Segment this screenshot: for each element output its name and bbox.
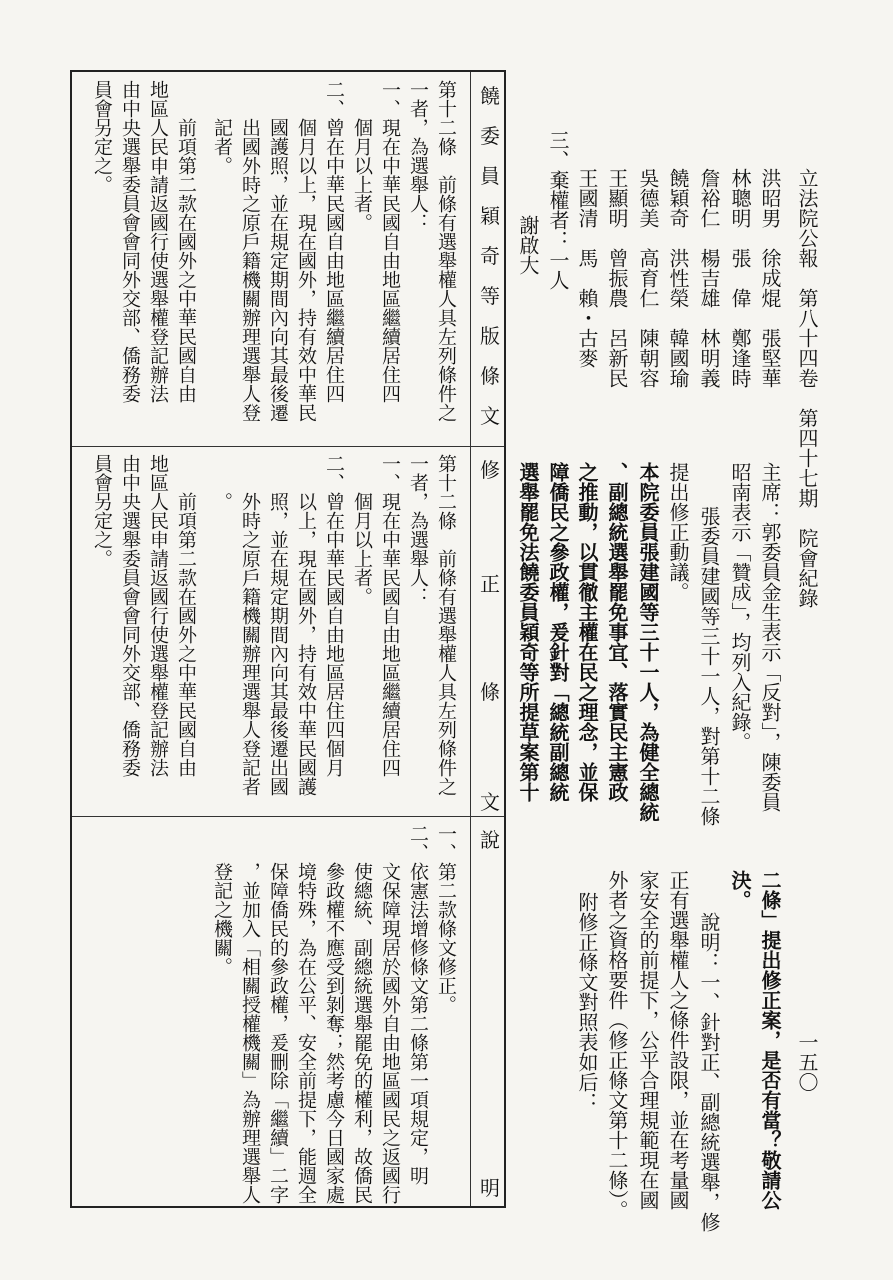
explanation-line: 文保障現居於國外自由地區國民之返國行 (379, 862, 401, 1204)
motion-line-1: 張委員建國等三十一人，對第十二條 (697, 506, 721, 826)
original-article-line: 一、現在中華民國自由地區繼續居住四 (379, 80, 401, 403)
proposal-line-7: 決。 (728, 870, 752, 910)
chair-remark-line-1: 主席：郭委員金生表示「反對」，陳委員 (758, 462, 782, 812)
proposal-line-5: 選舉罷免法饒委員穎奇等所提草案第十 (516, 462, 540, 802)
original-article-line: 前項第二款在國外之中華民國自由 (175, 118, 197, 403)
header-char: 明 (480, 1176, 500, 1200)
page-number: 一五〇 (795, 1032, 819, 1092)
amended-article-line: 以上，現在國外，持有效中華民國護 (295, 492, 317, 796)
header-char: 饒 (480, 84, 500, 108)
original-article-line: 員會另定之。 (91, 80, 113, 194)
amended-article-line: 外時之原戶籍機關辦理選舉人登記者 (239, 492, 261, 796)
explanation-line-1: 說明：一、針對正、副總統選舉，修 (697, 912, 721, 1232)
header-char: 正 (480, 572, 500, 596)
header-char: 員 (480, 164, 500, 188)
amended-article-line: 地區人民申請返國行使選舉權登記辦法 (147, 454, 169, 777)
header-char: 條 (480, 680, 500, 704)
explanation-line-4: 外者之資格要件（修正條文第十二條）。 (605, 870, 629, 1220)
row-divider-1 (72, 446, 504, 447)
motion-line-2: 提出修正動議。 (666, 462, 690, 602)
amended-article-line: 由中央選舉委員會會同外交部、僑務委 (119, 454, 141, 777)
explanation-line-2: 正有選舉權人之條件設限，並在考量國 (666, 870, 690, 1210)
header-column-divider (470, 72, 471, 1206)
comparison-table (70, 70, 506, 1208)
header-char: 等 (480, 284, 500, 308)
names-column-4: 饒穎奇 洪性榮 韓國瑜 (666, 168, 690, 388)
abstain-name: 謝啟大 (516, 215, 540, 275)
header-char: 說 (480, 828, 500, 852)
names-column-3: 詹裕仁 楊吉雄 林明義 (697, 168, 721, 388)
proposal-line-2: 、副總統選舉罷免事宜、落實民主憲政 (605, 462, 629, 802)
original-article-line: 第十二條 前條有選舉權人具左列條件之 (435, 80, 457, 422)
original-article-line: 個月以上者。 (351, 118, 373, 232)
header-char: 穎 (480, 204, 500, 228)
original-article-line: 地區人民申請返國行使選舉權登記辦法 (147, 80, 169, 403)
explanation-line-5: 附修正條文對照表如后： (575, 892, 599, 1112)
explanation-line: 參政權不應受到剝奪；然考慮今日國家處 (323, 862, 345, 1204)
names-column-7: 王國清 馬 賴・古麥 (575, 168, 599, 368)
header-char: 奇 (480, 244, 500, 268)
header-char: 文 (480, 790, 500, 814)
abstain-label: 三、棄權者：一人 (546, 130, 570, 290)
proposal-line-3: 之推動，以貫徹主權在民之理念，並保 (575, 462, 599, 802)
explanation-line: 二、依憲法增修條文第二條第一項規定，明 (407, 824, 429, 1185)
explanation-line: 境特殊，為在公平、安全前提下，能週全 (295, 862, 317, 1204)
original-article-line: 二、曾在中華民國自由地區繼續居住四 (323, 80, 345, 403)
names-column-2: 林聰明 張 偉 鄭逢時 (728, 168, 752, 388)
row-divider-2 (72, 816, 504, 817)
proposal-line-4: 障僑民之參政權，爰針對「總統副總統 (546, 462, 570, 802)
amended-article-line: 一、現在中華民國自由地區繼續居住四 (379, 454, 401, 777)
amended-article-line: 個月以上者。 (351, 492, 373, 606)
original-article-line: 一者，為選舉人： (407, 80, 429, 232)
amended-article-line: 二、曾在中華民國自由地區居住四個月 (323, 454, 345, 777)
names-column-1: 洪昭男 徐成焜 張堅華 (758, 168, 782, 388)
original-article-line: 記者。 (211, 118, 233, 175)
original-article-line: 出國外時之原戶籍機關辦理選舉人登 (239, 118, 261, 422)
original-article-line: 由中央選舉委員會會同外交部、僑務委 (119, 80, 141, 403)
amended-article-line: 照，並在規定期間內向其最後遷出國 (267, 492, 289, 796)
explanation-line: 一、第二款條文修正。 (435, 824, 457, 1014)
explanation-line-3: 家安全的前提下，公平合理規範現在國 (636, 870, 660, 1210)
amended-article-line: 第十二條 前條有選舉權人具左列條件之 (435, 454, 457, 796)
amended-article-line: 員會另定之。 (91, 454, 113, 568)
explanation-line: 保障僑民的參政權，爰刪除「繼續」二字 (267, 862, 289, 1204)
header-char: 文 (480, 404, 500, 428)
chair-remark-line-2: 昭南表示「贊成」，均列入紀錄。 (728, 462, 752, 752)
amended-article-line: 一者，為選舉人： (407, 454, 429, 606)
header-char: 版 (480, 324, 500, 348)
explanation-line: 使總統、副總統選舉罷免的權利，故僑民 (351, 862, 373, 1204)
journal-header: 立法院公報 第八十四卷 第四十七期 院會紀錄 (795, 168, 819, 608)
explanation-line: 登記之機關。 (211, 862, 233, 976)
amended-article-line: 。 (211, 492, 233, 511)
header-char: 條 (480, 364, 500, 388)
original-article-line: 個月以上，現在國外，持有效中華民 (295, 118, 317, 422)
header-char: 修 (480, 458, 500, 482)
header-char: 委 (480, 124, 500, 148)
proposal-line-6: 二條」提出修正案，是否有當？敬請公 (758, 870, 782, 1210)
names-column-6: 王顯明 曾振農 呂新民 (605, 168, 629, 388)
proposal-line-1: 本院委員張建國等三十一人，為健全總統 (636, 462, 660, 822)
explanation-line: ，並加入「相關授權機關」為辦理選舉人 (239, 862, 261, 1204)
names-column-5: 吳德美 高育仁 陳朝容 (636, 168, 660, 388)
original-article-line: 國護照，並在規定期間內向其最後遷 (267, 118, 289, 422)
amended-article-line: 前項第二款在國外之中華民國自由 (175, 492, 197, 777)
